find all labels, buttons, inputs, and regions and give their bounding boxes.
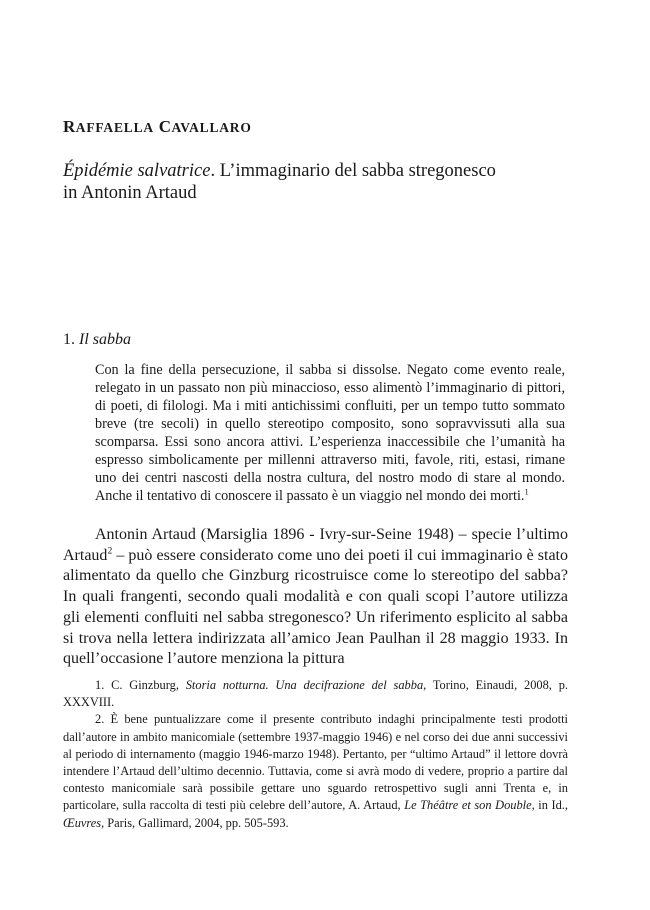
title-rest: . L’immaginario del sabba stregonesco [210,161,496,181]
footnote-ref-2[interactable]: 2 [107,545,113,557]
author-last-smallcaps: AVALLARO [171,120,252,135]
article-title [63,160,603,204]
title-italic: Épidémie salvatrice [63,161,211,181]
footnotes [63,677,568,832]
body-paragraph: Antonin Artaud (Marsiglia 1896 - Ivry-sur-Seine 1948) – specie l’ultimo Artaud$^2$ – può essere considerato come uno dei poeti il cui immaginario è stato alimentato da quello che Ginzburg ricostruisce come lo stereotipo del sabba? In quali frangenti, secondo quali modalità e con quali scopi l’autore utilizza gli elementi confluiti nel sabba stregonesco? Un riferimento esplicito al sabba si trova nella lettera indirizzata all’amico Jean Paulhan il 28 maggio 1933. In quell’occasione l’autore menziona la pittura [63,526,568,668]
author-name: RAFFAELLA CAVALLARO [63,117,252,136]
body-text [63,525,568,670]
quote-paragraph: Con la fine della persecuzione, il sabba si dissolse. Negato come evento reale, relegato in un passato non più minaccioso, esso alimentò l’immaginario di pittori, di poeti, di filologi. Ma i miti antichissimi confluiti, per un tempo tutto sommato breve (tre secoli) in quello stereotipo composito, sono sopravvissuti alla sua scomparsa. Essi sono ancora attivi. L’esperienza inaccessibile che l’umanità ha espresso simbolicamente per millenni attraverso miti, favole, riti, estasi, rimane uno dei centri nascosti della nostra cultura, del nostro modo di stare al mondo. Anche il tentativo di conoscere il passato è un viaggio nel mondo dei morti.$^1$ [95,362,565,504]
footnote-2: 2. È bene puntualizzare come il presente contributo indaghi principalmente testi prodotti dall’autore in ambito manicomiale (settembre 1937-maggio 1946) e nel corso dei due anni successivi al periodo di internamento (maggio 1946-marzo 1948). Pertanto, per “ultimo Artaud” il lettore dovrà intendere l’Artaud dell’ultimo decennio. Tuttavia, come si avrà modo di vedere, proprio a partire dal contesto manicomiale sarà possibile gettare uno sguardo retrospettivo sugli anni Trenta e, in particolare, sulla raccolta di testi più celebre dell’autore, A. Artaud, Le Théâtre et son Double, in Id., Œuvres, Paris, Gallimard, 2004, pp. 505-593. [63,712,568,830]
section-heading: 1. Il sabba [63,331,131,348]
epigraph-quote [95,361,565,505]
section-title: Il sabba [79,331,131,348]
footnote-ref-1[interactable]: 1 [524,486,529,497]
footnote-1: 1. C. Ginzburg, Storia notturna. Una decifrazione del sabba, Torino, Einaudi, 2008, p. XXXVIII. [63,678,568,710]
title-line2: in Antonin Artaud [63,183,197,203]
author-first-smallcaps: AFFAELLA [75,120,154,135]
